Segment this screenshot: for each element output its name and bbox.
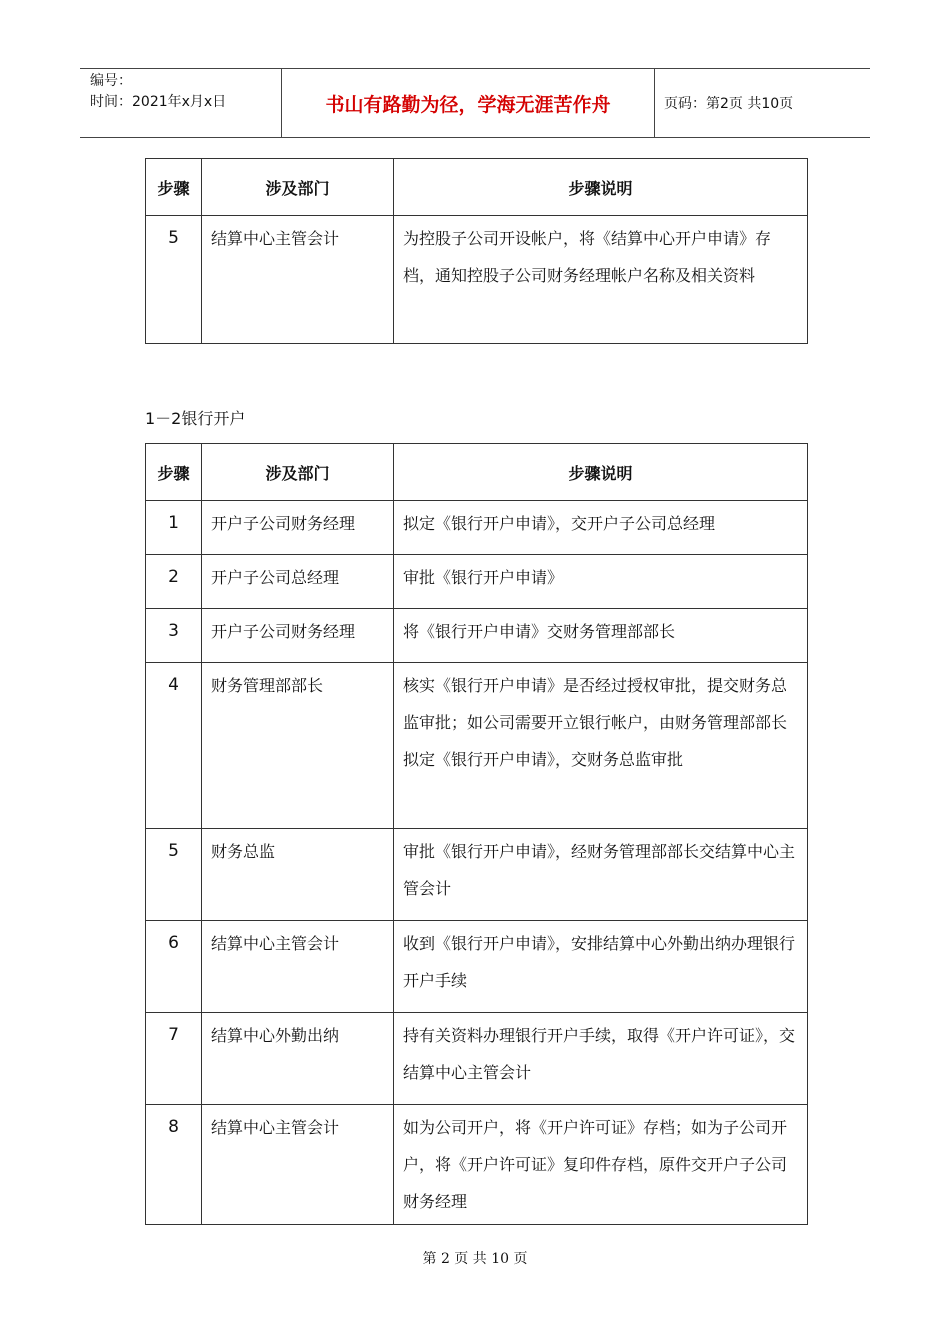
step-number: 2 [146, 555, 202, 609]
table-row [146, 609, 808, 663]
department: 结算中心主管会计 [202, 921, 394, 1013]
department: 开户子公司总经理 [202, 555, 394, 609]
step-number: 5 [146, 216, 202, 344]
department: 财务总监 [202, 829, 394, 921]
col-header-desc: 步骤说明 [394, 444, 808, 501]
page-footer: 第 2 页 共 10 页 [422, 1251, 528, 1267]
table-row [146, 216, 808, 344]
department: 财务管理部部长 [202, 663, 394, 829]
step-number: 7 [146, 1013, 202, 1105]
date-label: 时间：2021年x月x日 [90, 94, 227, 110]
department: 开户子公司财务经理 [202, 501, 394, 555]
table-row [146, 829, 808, 921]
step-number: 1 [146, 501, 202, 555]
header-motto: 书山有路勤为径，学海无涯苦作舟 [282, 69, 655, 137]
header-meta [80, 69, 282, 137]
step-description: 将《银行开户申请》交财务管理部部长 [394, 609, 808, 663]
header-page-info: 页码：第2页 共10页 [664, 96, 794, 112]
table-bank-account [145, 443, 808, 1225]
table-row [146, 1105, 808, 1225]
table-row [146, 555, 808, 609]
step-number: 8 [146, 1105, 202, 1225]
step-number: 3 [146, 609, 202, 663]
step-description: 审批《银行开户申请》，经财务管理部部长交结算中心主管会计 [394, 829, 808, 921]
col-header-dept: 涉及部门 [202, 159, 394, 216]
step-number: 6 [146, 921, 202, 1013]
step-description: 收到《银行开户申请》，安排结算中心外勤出纳办理银行开户手续 [394, 921, 808, 1013]
department: 结算中心主管会计 [202, 216, 394, 344]
step-description: 拟定《银行开户申请》，交开户子公司总经理 [394, 501, 808, 555]
department: 开户子公司财务经理 [202, 609, 394, 663]
step-number: 5 [146, 829, 202, 921]
table-row [146, 1013, 808, 1105]
department: 结算中心外勤出纳 [202, 1013, 394, 1105]
number-label: 编号： [90, 73, 132, 89]
step-description: 为控股子公司开设帐户，将《结算中心开户申请》存档，通知控股子公司财务经理帐户名称及相关资料 [394, 216, 808, 344]
table-account-setup [145, 158, 808, 344]
step-description: 核实《银行开户申请》是否经过授权审批，提交财务总监审批；如公司需要开立银行帐户，由财务管理部部长拟定《银行开户申请》，交财务总监审批 [394, 663, 808, 829]
page-header [80, 68, 870, 138]
table-row [146, 501, 808, 555]
step-description: 如为公司开户，将《开户许可证》存档；如为子公司开户，将《开户许可证》复印件存档，原件交开户子公司财务经理 [394, 1105, 808, 1225]
col-header-step: 步骤 [146, 159, 202, 216]
col-header-step: 步骤 [146, 444, 202, 501]
col-header-dept: 涉及部门 [202, 444, 394, 501]
col-header-desc: 步骤说明 [394, 159, 808, 216]
section-title: 1－2银行开户 [145, 409, 246, 428]
department: 结算中心主管会计 [202, 1105, 394, 1225]
step-number: 4 [146, 663, 202, 829]
step-description: 审批《银行开户申请》 [394, 555, 808, 609]
table-row [146, 921, 808, 1013]
step-description: 持有关资料办理银行开户手续，取得《开户许可证》，交结算中心主管会计 [394, 1013, 808, 1105]
table-row [146, 663, 808, 829]
